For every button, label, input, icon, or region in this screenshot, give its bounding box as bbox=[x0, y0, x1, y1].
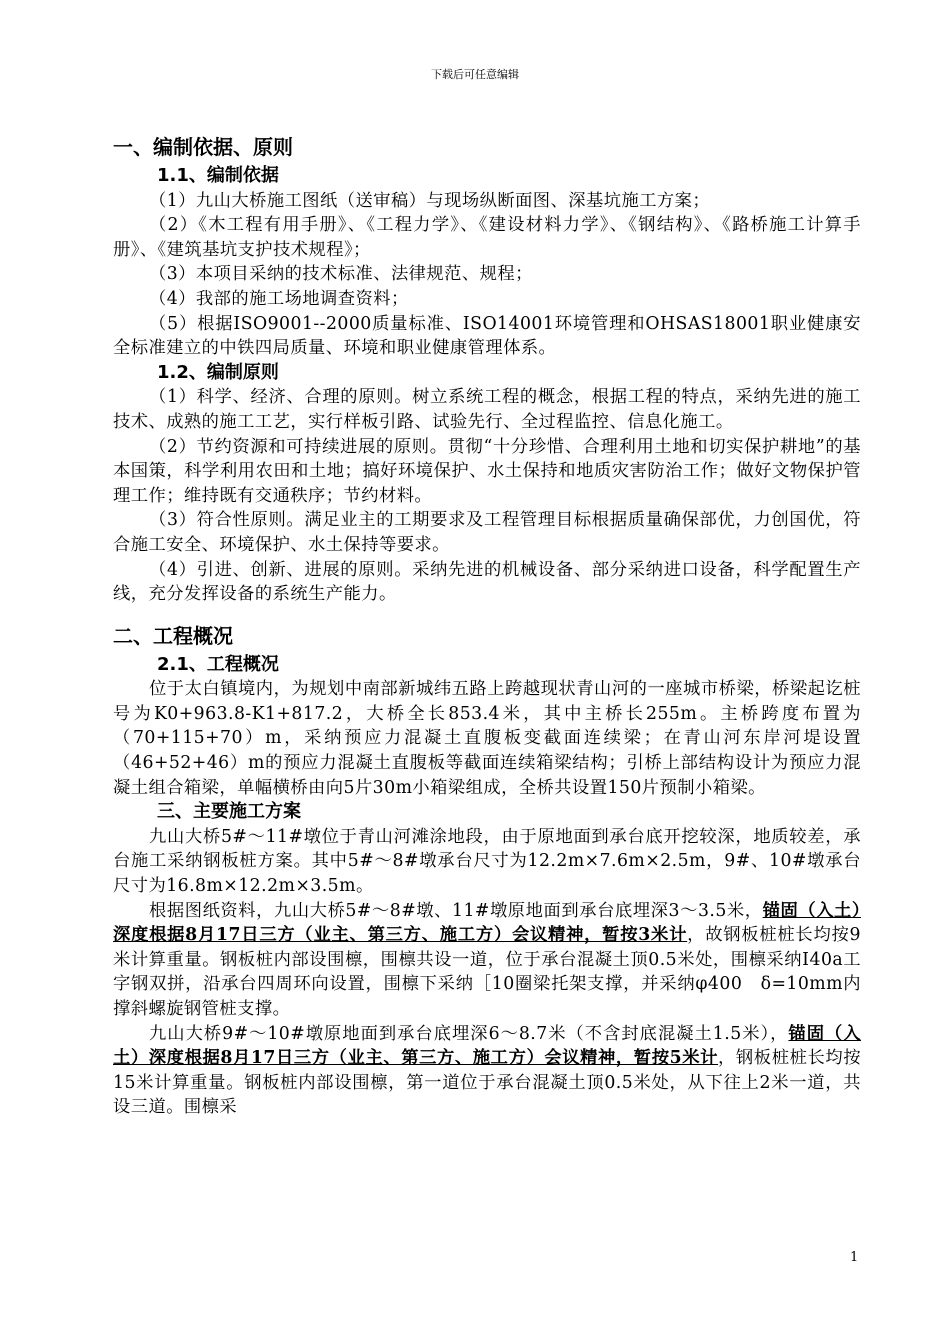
plan-paragraph-3 bbox=[113, 1022, 861, 1120]
basis-item-2: （2）《木工程有用手册》、《工程力学》、《建设材料力学》、《钢结构》、《路桥施工计算手册》、《建筑基坑支护技术规程》； bbox=[113, 215, 861, 260]
section-2-title: 二、工程概况 bbox=[113, 623, 233, 648]
page-number: 1 bbox=[850, 1250, 859, 1265]
section-2-1-title: 2.1、工程概况 bbox=[157, 653, 279, 675]
principle-item-3: （3）符合性原则。满足业主的工期要求及工程管理目标根据质量确保部优，力创国优，符合施工安全、环境保护、水土保持等要求。 bbox=[113, 510, 861, 555]
plan-p2-lead: 根据图纸资料，九山大桥5#～8#墩、11#墩原地面到承台底埋深3～3.5米， bbox=[149, 900, 763, 921]
basis-item-5: （5）根据ISO9001--2000质量标准、ISO14001环境管理和OHSAS18001职业健康安全标准建立的中铁四局质量、环境和职业健康管理体系。 bbox=[113, 313, 861, 359]
principle-item-4: （4）引进、创新、进展的原则。采纳先进的机械设备、部分采纳进口设备，科学配置生产线，充分发挥设备的系统生产能力。 bbox=[113, 559, 861, 605]
basis-item-3: （3）本项目采纳的技术标准、法律规范、规程； bbox=[149, 264, 533, 285]
section-3-title: 三、主要施工方案 bbox=[157, 801, 301, 823]
basis-item-1: （1）九山大桥施工图纸（送审稿）与现场纵断面图、深基坑施工方案； bbox=[149, 190, 711, 211]
plan-paragraph-1: 九山大桥5#～11#墩位于青山河滩涂地段，由于原地面到承台底开挖较深，地质较差，承台施工采纳钢板桩方案。其中5#～8#墩承台尺寸为12.2m×7.6m×2.5m，9#、10#墩承台尺寸为16.8m×12.2m×3.5m。 bbox=[113, 826, 861, 897]
principle-item-1: （1）科学、经济、合理的原则。树立系统工程的概念，根据工程的特点，采纳先进的施工技术、成熟的施工工艺，实行样板引路、试验先行、全过程监控、信息化施工。 bbox=[113, 387, 861, 432]
plan-p3-emphasis: 锚固（入土）深度根据8月17日三方（业主、第三方、施工方）会议精神，暂按5米计 bbox=[113, 1023, 861, 1069]
document-body bbox=[113, 128, 861, 1120]
basis-item-4: （4）我部的施工场地调查资料； bbox=[149, 288, 409, 309]
plan-p3-lead: 九山大桥9#～10#墩原地面到承台底埋深6～8.7米（不含封底混凝土1.5米）， bbox=[149, 1023, 789, 1044]
principle-item-2: （2）节约资源和可持续进展的原则。贯彻“十分珍惜、合理利用土地和切实保护耕地”的基本国策，科学利用农田和土地；搞好环境保护、水土保持和地质灾害防治工作；做好文物保护管理工作；维持既有交通秩序；节约材料。 bbox=[113, 436, 861, 506]
plan-p3-rest: ，钢板桩桩长均按15米计算重量。钢板桩内部设围檩，第一道位于承台混凝土顶0.5米处，从下往上2米一道，共设三道。围檩采 bbox=[113, 1048, 861, 1118]
section-1-title: 一、编制依据、原则 bbox=[113, 135, 293, 159]
plan-p2-emphasis: 锚固（入土）深度根据8月17日三方（业主、第三方、施工方）会议精神，暂按3米计 bbox=[113, 900, 861, 946]
plan-p2-rest: ，故钢板桩桩长均按9米计算重量。钢板桩内部设围檩，围檩共设一道，位于承台混凝土顶0.5米处，围檩采纳Ⅰ40a工字钢双拼，沿承台四周环向设置，围檩下采纳［10圈梁托架支撑，并采纳φ400 δ=10mm内撑斜螺旋钢管桩支撑。 bbox=[113, 925, 862, 1019]
page-header: 下载后可任意编辑 bbox=[431, 68, 519, 81]
plan-paragraph-2 bbox=[113, 899, 861, 1022]
section-1-1-title: 1.1、编制依据 bbox=[157, 165, 279, 186]
overview-paragraph: 位于太白镇境内，为规划中南部新城纬五路上跨越现状青山河的一座城市桥梁，桥梁起讫桩号为K0+963.8-K1+817.2，大桥全长853.4米，其中主桥长255m。主桥跨度布置为（70+115+70）m，采纳预应力混凝土直腹板变截面连续梁；在青山河东岸河堤设置（46+52+46）m的预应力混凝土直腹板等截面连续箱梁结构；引桥上部结构设计为预应力混凝土组合箱梁，单幅横桥由向5片30m小箱梁组成，全桥共设置150片预制小箱梁。 bbox=[113, 679, 861, 798]
section-1-2-title: 1.2、编制原则 bbox=[157, 361, 279, 383]
